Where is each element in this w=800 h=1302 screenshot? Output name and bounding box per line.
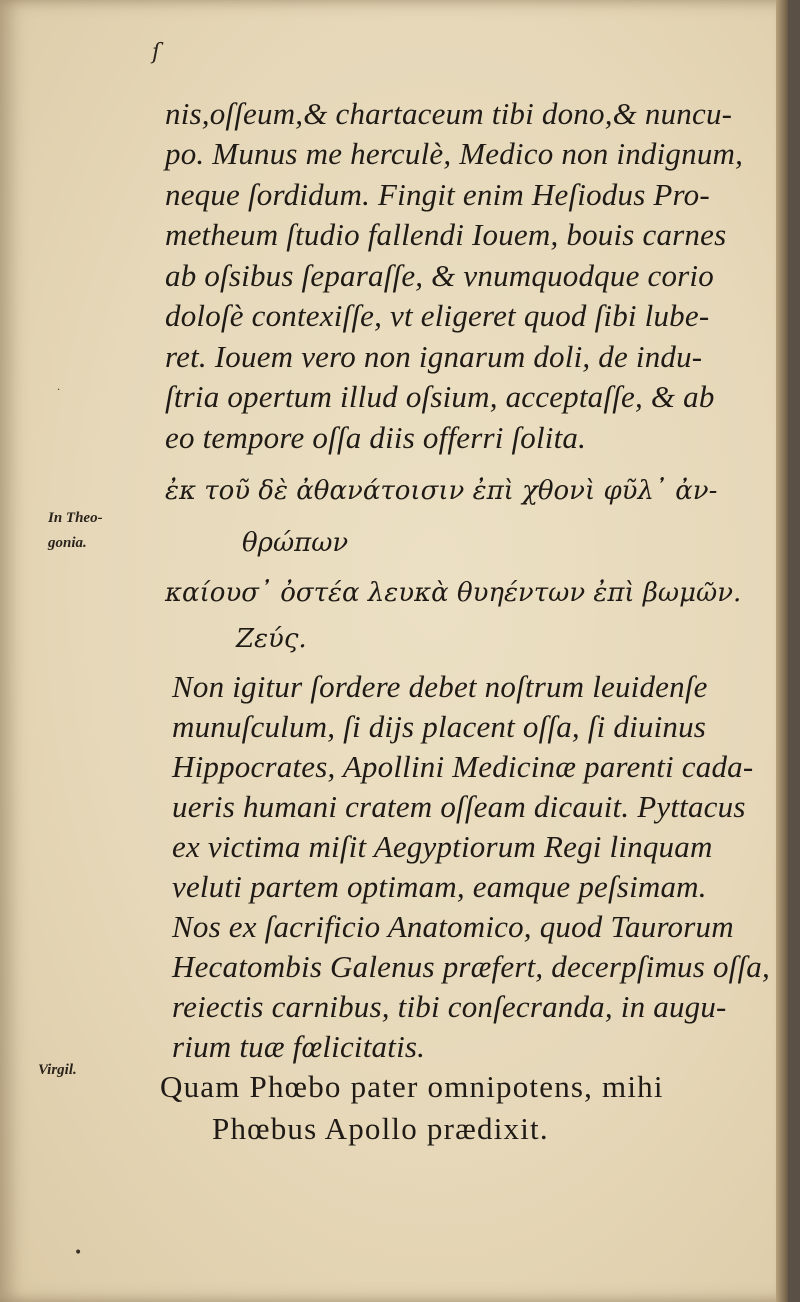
text-line: rium tuæ fœlicitatis.	[172, 1029, 426, 1064]
text-line: veluti partem optimam, eamque peſsimam.	[172, 869, 707, 904]
verse-line: Quam Phœbo pater omnipotens, mihi	[160, 1069, 664, 1104]
text-line: Non igitur ſordere debet noſtrum leuidenſe	[172, 669, 708, 704]
margin-note-theogonia-1: In Theo-	[48, 510, 103, 526]
text-line: reiectis carnibus, tibi conſecranda, in augu-	[172, 989, 727, 1024]
margin-note-virgil: Virgil.	[38, 1062, 77, 1078]
verse-line: Phœbus Apollo prædixit.	[212, 1111, 549, 1146]
text-line: nis,oſſeum,& chartaceum tibi dono,& nuncu-	[165, 96, 733, 131]
text-line: ab oſsibus ſeparaſſe, & vnumquodque corio	[165, 258, 714, 293]
greek-line: ἐκ τοῦ δὲ ἀθανάτοισιν ἐπὶ χθονὶ φῦλ᾽ ἀν-	[165, 476, 718, 506]
text-line: metheum ſtudio fallendi Iouem, bouis carnes	[165, 217, 727, 252]
text-line: doloſè contexiſſe, vt eligeret quod ſibi lube-	[165, 298, 710, 333]
ink-speck: •	[74, 1245, 83, 1261]
margin-note-theogonia-2: gonia.	[48, 535, 87, 551]
text-line: eo tempore oſſa diis offerri ſolita.	[165, 420, 587, 455]
corner-mark: ſ	[152, 40, 161, 65]
text-line: ſtria opertum illud oſsium, acceptaſſe, & ab	[165, 379, 715, 414]
text-line: po. Munus me herculè, Medico non indignum,	[165, 136, 744, 171]
text-line: neque ſordidum. Fingit enim Heſiodus Pro-	[165, 177, 710, 212]
greek-line: θρώπων	[242, 528, 349, 558]
ink-speck: ·	[57, 385, 61, 396]
page-edge	[776, 0, 788, 1302]
text-line: munuſculum, ſi dijs placent oſſa, ſi diuinus	[172, 709, 707, 744]
text-line: ueris humani cratem oſſeam dicauit. Pyttacus	[172, 789, 746, 824]
greek-line: καίουσ᾽ ὀστέα λευκὰ θυηέντων ἐπὶ βωμῶν.	[165, 578, 742, 608]
text-line: ex victima miſit Aegyptiorum Regi linquam	[172, 829, 713, 864]
text-line: Hippocrates, Apollini Medicinæ parenti cada-	[172, 749, 754, 784]
text-line: Nos ex ſacrificio Anatomico, quod Taurorum	[172, 909, 734, 944]
text-line: Hecatombis Galenus præfert, decerpſimus oſſa,	[172, 949, 770, 984]
greek-line: Ζεύς.	[236, 624, 307, 654]
text-line: ret. Iouem vero non ignarum doli, de indu-	[165, 339, 703, 374]
